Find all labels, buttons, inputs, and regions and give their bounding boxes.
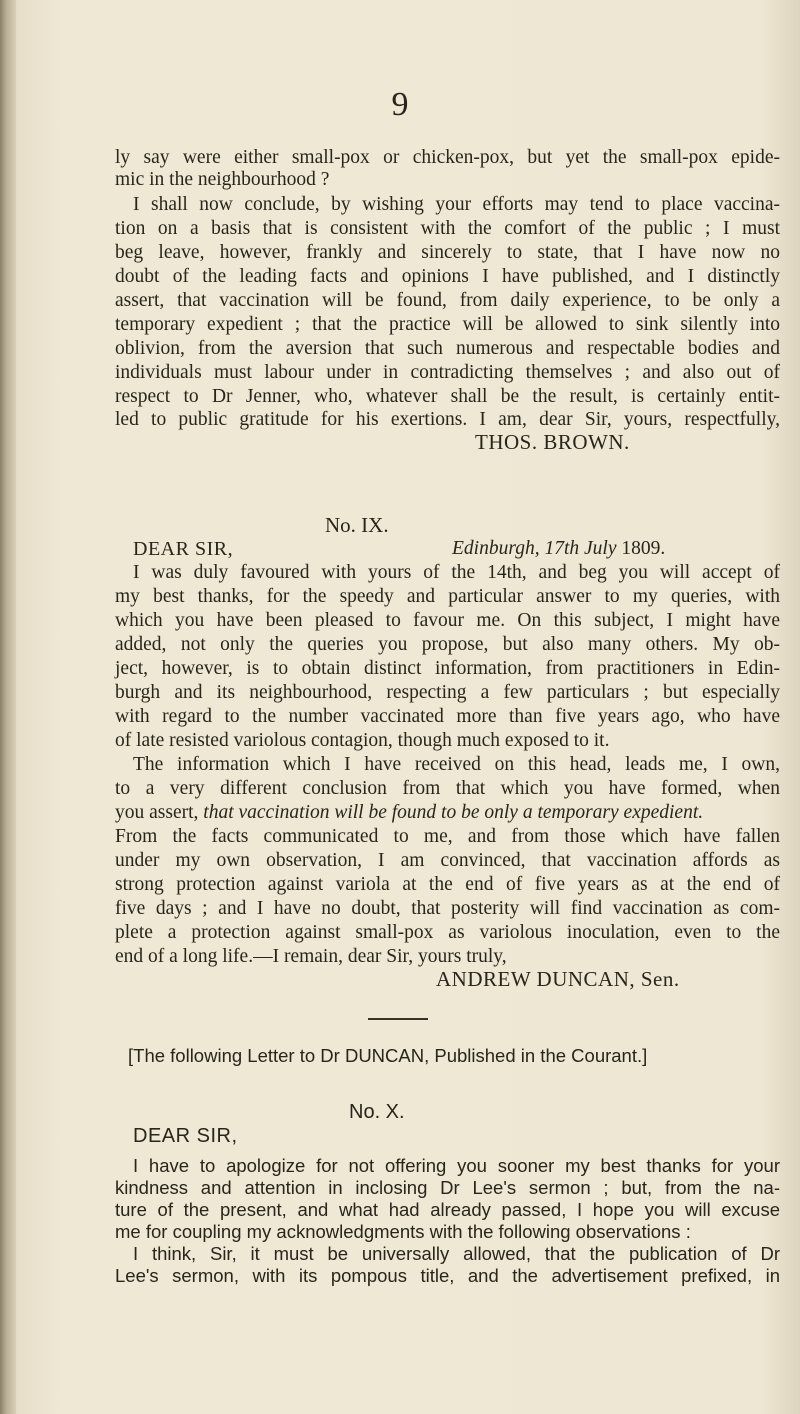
text-line: From the facts communicated to me, and from those which have fallen: [115, 826, 780, 847]
text-line: ly say were either small-pox or chicken-pox, but yet the small-pox epide-: [115, 147, 780, 168]
page-gutter: [0, 0, 16, 1414]
text-line: my best thanks, for the speedy and particular answer to my queries, with: [115, 586, 780, 607]
assert-italic: that vaccination will be found to be only a temporary expedient.: [203, 802, 704, 823]
text-line: assert, that vaccination will be found, from daily experience, to be only a: [115, 290, 780, 311]
text-line: beg leave, however, frankly and sincerely to state, that I have now no: [115, 242, 780, 263]
signature-duncan: ANDREW DUNCAN, Sen.: [436, 967, 680, 991]
text-line: mic in the neighbourhood ?: [115, 169, 330, 190]
text-line: I have to apologize for not offering you sooner my best thanks for your: [133, 1155, 780, 1176]
text-line: respect to Dr Jenner, who, whatever shall be the result, is certainly entit-: [115, 386, 780, 407]
text-line: led to public gratitude for his exertions. I am, dear Sir, yours, respectfully,: [115, 409, 780, 430]
text-line: Lee's sermon, with its pompous title, and the advertisement prefixed, in: [115, 1265, 780, 1286]
dateline: [452, 537, 665, 561]
text-line: five days ; and I have no doubt, that posterity will find vaccination as com-: [115, 898, 780, 919]
text-line: ture of the present, and what had already passed, I hope you will excuse: [115, 1199, 780, 1220]
text-line: I think, Sir, it must be universally allowed, that the publication of Dr: [133, 1243, 780, 1264]
text-line: to a very different conclusion from that which you have formed, when: [115, 778, 780, 799]
text-line: The information which I have received on this head, leads me, I own,: [133, 754, 780, 775]
dateline-date: 17th July: [544, 538, 617, 559]
text-line: I was duly favoured with yours of the 14th, and beg you will accept of: [133, 562, 780, 583]
dateline-place: Edinburgh,: [452, 538, 540, 559]
text-line: I shall now conclude, by wishing your efforts may tend to place vaccina-: [133, 194, 780, 215]
letter-number-ix: No. IX.: [325, 513, 389, 537]
text-line-assert: [115, 801, 780, 825]
text-line: individuals must labour under in contradicting themselves ; and also out of: [115, 362, 780, 383]
letter-number-x: No. X.: [349, 1101, 405, 1123]
text-line: with regard to the number vaccinated more than five years ago, who have: [115, 706, 780, 727]
text-line: doubt of the leading facts and opinions I have published, and I distinctly: [115, 266, 780, 287]
text-line: oblivion, from the aversion that such numerous and respectable bodies and: [115, 338, 780, 359]
text-line: which you have been pleased to favour me. On this subject, I might have: [115, 610, 780, 631]
section-divider: [368, 1018, 428, 1020]
signature-brown: THOS. BROWN.: [475, 430, 630, 454]
text-line: me for coupling my acknowledgments with the following observations :: [115, 1221, 691, 1242]
editor-note: [The following Letter to Dr DUNCAN, Published in the Courant.]: [128, 1045, 648, 1066]
text-line: burgh and its neighbourhood, respecting a few particulars ; but especially: [115, 682, 780, 703]
dateline-year: 1809.: [621, 538, 666, 559]
text-line: tion on a basis that is consistent with the comfort of the public ; I must: [115, 218, 780, 239]
text-line: strong protection against variola at the end of five years as at the end of: [115, 874, 780, 895]
text-line: kindness and attention in inclosing Dr Lee's sermon ; but, from the na-: [115, 1177, 780, 1198]
text-line: end of a long life.—I remain, dear Sir, yours truly,: [115, 946, 507, 967]
text-line: ject, however, is to obtain distinct information, from practitioners in Edin-: [115, 658, 780, 679]
salutation-x: DEAR SIR,: [133, 1125, 238, 1147]
text-line: under my own observation, I am convinced, that vaccination affords as: [115, 850, 780, 871]
text-line: of late resisted variolous contagion, though much exposed to it.: [115, 730, 610, 751]
assert-prefix: you assert,: [115, 802, 199, 823]
text-line: added, not only the queries you propose, but also many others. My ob-: [115, 634, 780, 655]
page-number: 9: [391, 86, 409, 123]
salutation-ix: DEAR SIR,: [133, 538, 234, 560]
text-line: temporary expedient ; that the practice will be allowed to sink silently into: [115, 314, 780, 335]
text-line: plete a protection against small-pox as variolous inoculation, even to the: [115, 922, 780, 943]
